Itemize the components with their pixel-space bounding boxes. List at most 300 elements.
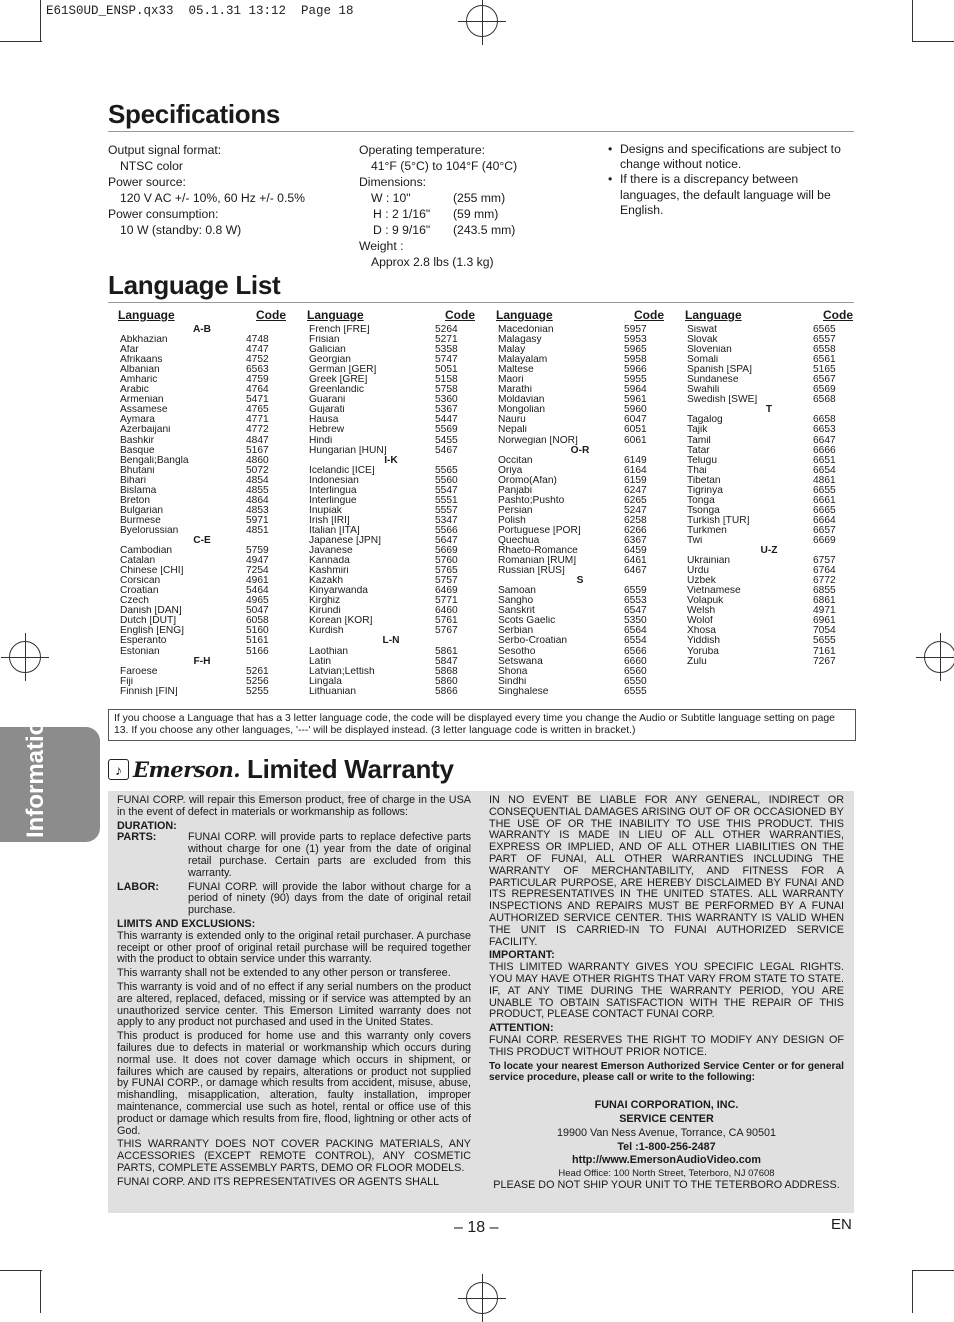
language-name: Laothian: [309, 646, 349, 657]
language-name: Abkhazian: [120, 335, 168, 346]
ship-note: PLEASE DO NOT SHIP YOUR UNIT TO THE TETERBORO ADDRESS.: [493, 1178, 840, 1191]
language-name: Yoruba: [687, 646, 719, 657]
language-row: [496, 425, 664, 435]
language-name: Bhutani: [120, 465, 155, 476]
language-code: 4854: [246, 474, 269, 486]
parts-label: PARTS:: [117, 831, 157, 844]
language-code: 5669: [435, 545, 458, 557]
language-name: Armenian: [120, 395, 164, 406]
language-section-heading: O-R: [570, 444, 590, 456]
language-name: Persian: [498, 505, 533, 516]
spec-column-1: [108, 142, 348, 238]
language-name: Welsh: [687, 606, 716, 617]
language-code: 4853: [246, 504, 269, 516]
language-code: 6563: [246, 364, 269, 376]
language-name: Danish [DAN]: [120, 606, 182, 617]
language-code: 5547: [435, 484, 458, 496]
language-name: Swahili: [687, 385, 720, 396]
language-code: 6558: [813, 344, 836, 356]
language-code: 6469: [435, 585, 458, 597]
crop-mark: [912, 0, 913, 42]
language-name: Bislama: [120, 485, 157, 496]
language-code: 5247: [624, 504, 647, 516]
language-name: Yiddish: [687, 636, 721, 647]
language-name: Tsonga: [687, 505, 720, 516]
language-code: 5047: [246, 605, 269, 617]
language-name: Twi: [687, 535, 703, 546]
language-name: German [GER]: [309, 365, 377, 376]
language-code: 6561: [813, 354, 836, 366]
language-name: Shona: [498, 666, 528, 677]
section-rule: [108, 131, 854, 132]
language-name: English [ENG]: [120, 626, 184, 637]
language-code: 4771: [246, 414, 269, 426]
language-code: 5271: [435, 334, 458, 346]
language-name: Latvian;Lettish: [309, 666, 375, 677]
language-name: Italian [ITA]: [309, 525, 360, 536]
language-list-title: Language List: [108, 270, 281, 300]
language-name: Uzbek: [687, 576, 716, 587]
language-code: 5759: [246, 545, 269, 557]
language-name: Sangho: [498, 596, 534, 607]
language-code: 6669: [813, 534, 836, 546]
dimension-label: W : 10": [371, 191, 411, 205]
language-name: Georgian: [309, 355, 351, 366]
language-code: 5447: [435, 414, 458, 426]
language-list-header: [307, 307, 475, 325]
language-name: Nauru: [498, 415, 526, 426]
language-name: Polish: [498, 515, 526, 526]
important-heading: IMPORTANT:: [489, 949, 555, 962]
language-row: [496, 636, 664, 646]
language-name: Azerbaijani: [120, 425, 171, 436]
language-name: Oromo(Afan): [498, 475, 557, 486]
crop-mark: [0, 1270, 42, 1271]
language-code: 6459: [624, 545, 647, 557]
language-name: Telugu: [687, 455, 718, 466]
warranty-paragraph: This warranty is extended only to the original retail purchaser. A purchase receipt or other proof of original retail purchase will be required together with the product to obtain service under this warranty.: [117, 929, 471, 966]
language-name: Lingala: [309, 676, 342, 687]
spec-value: 10 W (standby: 0.8 W): [120, 223, 242, 237]
language-name: Setswana: [498, 656, 543, 667]
labor-label: LABOR:: [117, 880, 159, 893]
language-name: Cambodian: [120, 546, 173, 557]
language-name: Maltese: [498, 365, 534, 376]
language-name: Irish [IRI]: [309, 515, 350, 526]
language-code: 6555: [624, 685, 647, 697]
spec-label: Power consumption:: [108, 207, 219, 221]
language-name: Bihari: [120, 475, 147, 486]
language-name: Indonesian: [309, 475, 359, 486]
language-code: 6660: [624, 655, 647, 667]
language-code: 6047: [624, 414, 647, 426]
language-header: Language: [685, 308, 742, 322]
language-name: Kirundi: [309, 606, 341, 617]
code-header: Code: [445, 308, 475, 322]
language-name: Czech: [120, 596, 149, 607]
language-name: Icelandic [ICE]: [309, 465, 375, 476]
language-code: 5655: [813, 635, 836, 647]
language-code: 6565: [813, 324, 836, 335]
code-header: Code: [256, 308, 286, 322]
language-name: Afrikaans: [120, 355, 163, 366]
language-code: 6665: [813, 504, 836, 516]
language-name: Turkmen: [687, 525, 727, 536]
language-code: 6560: [624, 665, 647, 677]
language-code: 4748: [246, 334, 269, 346]
labor-text: FUNAI CORP. will provide the labor without charge for a period of ninety (90) days from the date of original retail purchase.: [188, 880, 471, 917]
language-name: Frisian: [309, 335, 340, 346]
language-name: Volapuk: [687, 596, 724, 607]
spec-label: Dimensions:: [359, 175, 427, 189]
warranty-right-column: [489, 795, 844, 1192]
language-code: 6568: [813, 394, 836, 406]
spec-label: Power source:: [108, 175, 186, 189]
page-number: – 18 –: [454, 1219, 499, 1236]
service-center: SERVICE CENTER: [619, 1112, 714, 1125]
language-code: 5971: [246, 514, 269, 526]
language-code: 5964: [624, 384, 647, 396]
language-code: 7161: [813, 645, 836, 657]
dimension-label: D : 9 9/16": [373, 223, 431, 237]
dimension-label: H : 2 1/16": [373, 207, 431, 221]
spec-value: 41°F (5°C) to 104°F (40°C): [371, 159, 518, 173]
language-name: Finnish [FIN]: [120, 686, 178, 697]
spec-label: Weight :: [359, 239, 404, 253]
language-name: Afar: [120, 345, 139, 356]
language-name: Dutch [DUT]: [120, 616, 177, 627]
language-code: 5167: [246, 444, 269, 456]
duration-heading: DURATION:: [117, 819, 177, 832]
language-name: Spanish [SPA]: [687, 365, 752, 376]
language-code: 5758: [435, 384, 458, 396]
language-name: Portuguese [POR]: [498, 525, 581, 536]
language-code: 5264: [435, 324, 458, 335]
crop-mark: [912, 41, 954, 42]
language-code: 6653: [813, 424, 836, 436]
language-code: 4764: [246, 384, 269, 396]
language-name: Byelorussian: [120, 525, 179, 536]
language-code: 5347: [435, 514, 458, 526]
language-name: Serbian: [498, 626, 534, 637]
language-name: Kannada: [309, 556, 350, 567]
spec-column-2: [359, 142, 589, 270]
attention-heading: ATTENTION:: [489, 1022, 554, 1035]
language-list-header: [118, 307, 286, 325]
language-name: Aymara: [120, 415, 155, 426]
language-code: 6467: [624, 565, 647, 577]
language-code: 6651: [813, 454, 836, 466]
language-name: Tonga: [687, 495, 715, 506]
language-name: Tagalog: [687, 415, 723, 426]
language-name: Macedonian: [498, 325, 554, 335]
language-code: 7267: [813, 655, 836, 667]
language-name: Pashto;Pushto: [498, 495, 565, 506]
language-header: Language: [307, 308, 364, 322]
language-code: 6461: [624, 555, 647, 567]
language-code: 5158: [435, 374, 458, 386]
language-code: 6460: [435, 605, 458, 617]
language-name: Samoan: [498, 586, 536, 597]
language-name: Xhosa: [687, 626, 716, 637]
language-name: Kurdish: [309, 626, 344, 637]
language-code: 4965: [246, 595, 269, 607]
language-code: 5161: [246, 635, 269, 647]
registration-mark-right: [924, 641, 954, 673]
service-locate-text: To locate your nearest Emerson Authorized Service Center or for general service procedure, please call or write to the following:: [489, 1060, 844, 1084]
specifications-title: Specifications: [108, 99, 281, 129]
language-code: 6164: [624, 464, 647, 476]
parts-text: FUNAI CORP. will provide parts to replace defective parts without charge for one (1) year from the date of original retail purchase. Certain parts are excluded from this warranty.: [188, 831, 471, 879]
file-header: E61S0UD_ENSP.qx33 05.1.31 13:12 Page 18: [46, 4, 354, 18]
registration-mark-top: [466, 5, 498, 37]
language-name: Panjabi: [498, 485, 532, 496]
language-name: Tatar: [687, 445, 710, 456]
language-name: Oriya: [498, 465, 523, 476]
language-header: Language: [118, 308, 175, 322]
language-code: 6658: [813, 414, 836, 426]
language-code: 6661: [813, 494, 836, 506]
language-name: Sesotho: [498, 646, 536, 657]
language-code: 5255: [246, 685, 269, 697]
language-code: 5953: [624, 334, 647, 346]
language-code: 6855: [813, 585, 836, 597]
language-name: Greek [GRE]: [309, 375, 368, 386]
language-code: 5569: [435, 424, 458, 436]
warranty-paragraph: IN NO EVENT BE LIABLE FOR ANY GENERAL, INDIRECT OR CONSEQUENTIAL DAMAGES ARISING OUT OF OR OCCASIONED BY THE USE OF OR THE INABILITY TO USE THIS PRODUCT. THIS WARRANTY IS MADE IN LIEU OF ALL OTHER WARRANTIES, EXPRESS OR IMPLIED, AND OF ALL OTHER LIABILITIES ON THE PART OF FUNAI, ALL OTHER WARRANTIES INCLUDING THE WARRANTY OF MERCHANTABILITY, AND FITNESS FOR A PARTICULAR PURPOSE, ARE HEREBY DISCLAIMED BY FUNAI AND ITS REPRESENTATIVES IN THE UNITED STATES. ALL WARRANTY INSPECTIONS AND REPAIRS MUST BE PERFORMED BY A FUNAI AUTHORIZED SERVICE CENTER. THIS WARRANTY IS VALID WHEN THE UNIT IS CARRIED-IN TO FUNAI AUTHORIZED SERVICE FACILITY.: [489, 794, 844, 948]
language-code: 6265: [624, 494, 647, 506]
language-code: 5471: [246, 394, 269, 406]
language-code: 5965: [624, 344, 647, 356]
dimension-metric: (243.5 mm): [453, 223, 516, 237]
parts-row: [117, 832, 471, 879]
language-code: 5868: [435, 665, 458, 677]
language-code: 6557: [813, 334, 836, 346]
dimension-metric: (59 mm): [453, 207, 499, 221]
language-code: 5955: [624, 374, 647, 386]
language-name: Mongolian: [498, 405, 546, 416]
language-name: Malayalam: [498, 355, 548, 366]
language-code: 6772: [813, 575, 836, 587]
language-code: 4947: [246, 555, 269, 567]
crop-mark: [0, 41, 42, 42]
language-code: 4861: [813, 474, 836, 486]
language-code: 5961: [624, 394, 647, 406]
language-code: 4961: [246, 575, 269, 587]
language-code: 6764: [813, 565, 836, 577]
language-name: Quechua: [498, 535, 540, 546]
language-code: 6961: [813, 615, 836, 627]
warranty-left-column: [117, 795, 471, 1191]
language-code: 6654: [813, 464, 836, 476]
language-name: Lithuanian: [309, 686, 357, 697]
language-code: 6559: [624, 585, 647, 597]
language-name: Estonian: [120, 646, 160, 657]
language-name: Slovenian: [687, 345, 732, 356]
language-name: Chinese [CHI]: [120, 566, 184, 577]
language-name: Scots Gaelic: [498, 616, 556, 627]
language-code: 5767: [435, 625, 458, 637]
language-indicator: EN: [831, 1216, 852, 1233]
language-name: Ukrainian: [687, 556, 731, 567]
language-code: 5761: [435, 615, 458, 627]
language-name: Turkish [TUR]: [687, 515, 750, 526]
code-header: Code: [823, 308, 853, 322]
warranty-paragraph: FUNAI CORP. RESERVES THE RIGHT TO MODIFY ANY DESIGN OF THIS PRODUCT WITHOUT PRIOR NOTICE.: [489, 1033, 844, 1058]
language-row: [496, 687, 664, 697]
service-url[interactable]: http://www.EmersonAudioVideo.com: [572, 1154, 761, 1167]
language-code: 5760: [435, 555, 458, 567]
music-note-logo-icon: ♪: [108, 759, 129, 780]
language-code: 6861: [813, 595, 836, 607]
language-section-heading: I-K: [384, 454, 398, 466]
language-code: 6757: [813, 555, 836, 567]
language-code: 6657: [813, 524, 836, 536]
language-code: 6149: [624, 454, 647, 466]
language-name: Gujarati: [309, 405, 345, 416]
language-code: 6567: [813, 374, 836, 386]
language-code: 6159: [624, 474, 647, 486]
language-row: [118, 425, 286, 435]
warranty-box: [108, 791, 854, 1213]
language-name: Greenlandic: [309, 385, 364, 396]
language-code: 6247: [624, 484, 647, 496]
warranty-paragraph: This warranty is void and of no effect if any serial numbers on the product are altered, replaced, defaced, missing or if service was attempted by an unauthorized service center. This Emerson Limited warranty does not apply to any product not purchased and used in the United States.: [117, 980, 471, 1029]
dimension-metric: (255 mm): [453, 191, 506, 205]
language-code: 6553: [624, 595, 647, 607]
language-name: Bengali;Bangla: [120, 455, 189, 466]
language-name: Somali: [687, 355, 719, 366]
section-rule: [108, 302, 854, 303]
language-code: 5072: [246, 464, 269, 476]
language-code: 7054: [813, 625, 836, 637]
language-code: 5861: [435, 645, 458, 657]
language-code: 4855: [246, 484, 269, 496]
crop-mark: [40, 0, 41, 42]
language-name: Sindhi: [498, 676, 527, 687]
spec-label: Output signal format:: [108, 143, 222, 157]
language-list-header: [685, 307, 853, 325]
warranty-intro: FUNAI CORP. will repair this Emerson product, free of charge in the USA in the event of defect in materials or workmanship as follows:: [117, 794, 471, 818]
limited-warranty-title: Limited Warranty: [247, 754, 454, 784]
language-name: Rhaeto-Romance: [498, 546, 578, 557]
language-code: 5560: [435, 474, 458, 486]
language-name: Marathi: [498, 385, 532, 396]
crop-mark: [912, 1270, 954, 1271]
language-row: [307, 425, 475, 435]
language-name: Kashmiri: [309, 566, 349, 577]
language-name: Serbo-Croatian: [498, 636, 568, 647]
information-side-tab: [0, 706, 100, 842]
language-row: [307, 687, 475, 697]
language-name: Inupiak: [309, 505, 342, 516]
language-name: Interlingue: [309, 495, 357, 506]
language-name: Assamese: [120, 405, 168, 416]
language-name: Singhalese: [498, 686, 549, 697]
language-code: 5757: [435, 575, 458, 587]
language-name: Maori: [498, 375, 524, 386]
language-code: 6569: [813, 384, 836, 396]
language-code: 4752: [246, 354, 269, 366]
company-name: FUNAI CORPORATION, INC.: [594, 1099, 739, 1112]
language-name: Latin: [309, 656, 332, 667]
language-code: 6547: [624, 605, 647, 617]
language-code: 5358: [435, 344, 458, 356]
language-code: 4851: [246, 524, 269, 536]
language-code: 5960: [624, 404, 647, 416]
language-code: 5958: [624, 354, 647, 366]
language-code: 5360: [435, 394, 458, 406]
language-column-3: [496, 307, 664, 697]
labor-row: [117, 882, 471, 917]
language-name: Siswat: [687, 325, 718, 335]
language-code: 5551: [435, 494, 458, 506]
language-row: [685, 657, 853, 667]
language-code: 4860: [246, 454, 269, 466]
language-code: 5557: [435, 504, 458, 516]
language-code: 5051: [435, 364, 458, 376]
registration-mark-left: [9, 641, 41, 673]
spec-notes: [608, 142, 850, 218]
language-name: Hausa: [309, 415, 339, 426]
limits-heading: LIMITS AND EXCLUSIONS:: [117, 917, 256, 930]
warranty-paragraph: THIS LIMITED WARRANTY GIVES YOU SPECIFIC LEGAL RIGHTS. YOU MAY HAVE OTHER RIGHTS THAT VARY FROM STATE TO STATE. IF, AT ANY TIME DURING THE WARRANTY PERIOD, YOU ARE UNABLE TO OBTAIN SATISFACTION WITH THE REPAIR OF THIS PRODUCT, PLEASE CONTACT FUNAI CORP.: [489, 961, 844, 1021]
spec-value: 120 V AC +/- 10%, 60 Hz +/- 0.5%: [120, 191, 305, 205]
spec-label: Operating temperature:: [359, 143, 486, 157]
language-section-heading: T: [765, 404, 773, 416]
language-code: 5957: [624, 324, 647, 335]
language-name: French [FRE]: [309, 325, 370, 335]
language-section-heading: L-N: [382, 635, 400, 647]
language-name: Malay: [498, 345, 526, 356]
language-column-2: [307, 307, 475, 697]
language-name: Sanskrit: [498, 606, 535, 617]
language-name: Hungarian [HUN]: [309, 445, 387, 456]
language-code: 7254: [246, 565, 269, 577]
language-name: Wolof: [687, 616, 713, 627]
language-name: Hebrew: [309, 425, 345, 436]
language-name: Amharic: [120, 375, 158, 386]
language-section-heading: F-H: [193, 655, 211, 667]
language-name: Urdu: [687, 566, 710, 577]
language-code: 6564: [624, 625, 647, 637]
head-office: Head Office: 100 North Street, Teterboro, NJ 07608: [558, 1168, 775, 1180]
language-code: 5860: [435, 675, 458, 687]
language-name: Japanese [JPN]: [309, 535, 381, 546]
language-name: Breton: [120, 495, 151, 506]
language-row: [118, 636, 286, 646]
language-code: 5165: [813, 364, 836, 376]
service-phone: Tel :1-800-256-2487: [617, 1140, 716, 1153]
language-column-1: [118, 307, 286, 697]
warranty-paragraph: This product is produced for home use and this warranty only covers failures due to defects in material or workmanship which occurs during normal use. It does not cover damage which occurs in shipment, or failures which are caused by repairs, alterations or product not supplied by FUNAI CORP., or damage which results from accident, misuse, abuse, mishandling, misapplication, alteration, faulty installation, improper maintenance, commercial use such as hotel, rental or office use of this product or damage which results from fire, flood, lightning or other acts of God.: [117, 1030, 471, 1137]
language-code: 4864: [246, 494, 269, 506]
language-code: 5160: [246, 625, 269, 637]
emerson-logo: Emerson.: [133, 757, 241, 782]
language-code: 4971: [813, 605, 836, 617]
language-name: Catalan: [120, 556, 156, 567]
language-name: Nepali: [498, 425, 527, 436]
code-header: Code: [634, 308, 664, 322]
language-row: [685, 425, 853, 435]
spec-note: • Designs and specifications are subject to change without notice.: [608, 142, 850, 172]
language-code: 4772: [246, 424, 269, 436]
language-code: 5367: [435, 404, 458, 416]
language-name: Romanian [RUM]: [498, 556, 577, 567]
language-name: Russian [RUS]: [498, 566, 565, 577]
warranty-paragraph: THIS WARRANTY DOES NOT COVER PACKING MATERIALS, ANY ACCESSORIES (EXCEPT REMOTE CONTROL), ANY COSMETIC PARTS, COMPLETE ASSEMBLY PARTS, DEMO OR FLOOR MODELS.: [117, 1138, 471, 1174]
dimension-list: [359, 190, 589, 238]
